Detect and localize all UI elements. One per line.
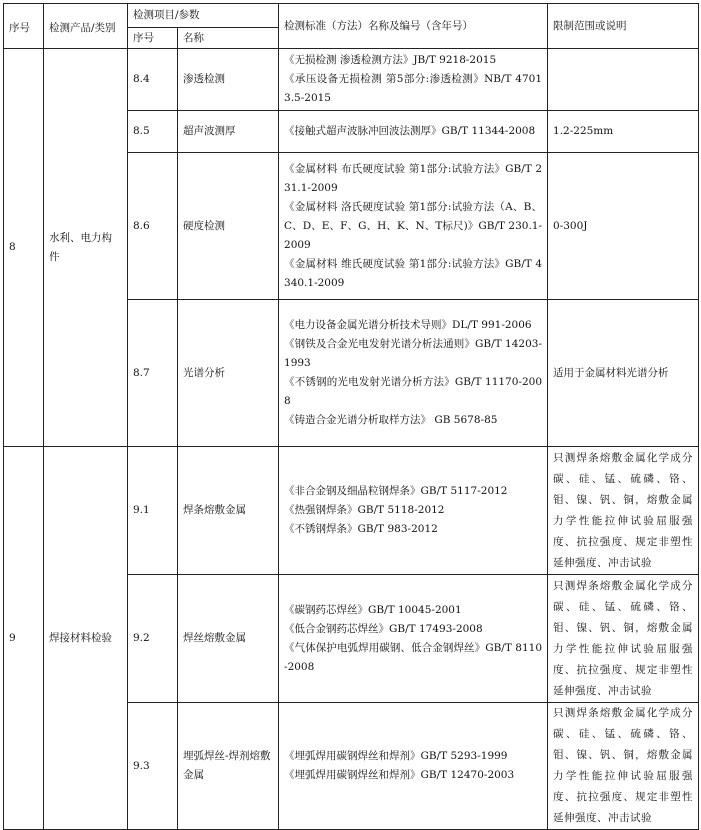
group-seq: 8 [4,49,44,447]
standard-citation: 《接触式超声波脉冲回波法测厚》GB/T 11344-2008 [284,125,536,137]
item-seq: 9.2 [128,575,178,703]
standard-citation: 《气体保护电弧焊用碳钢、低合金钢焊丝》GB/T 8110-2008 [284,641,543,673]
item-limit: 只测焊条熔敷金属化学成分碳、硅、锰、硫磷、铬、钼、镍、钒、铜，熔敷金属力学性能拉伸试验屈服强度、抗拉强度、规定非塑性延伸强度、冲击试验 [548,703,699,830]
group-product: 焊接材料检验 [44,447,128,830]
header-item-group: 检测项目/参数 [128,4,279,28]
standard-citation: 《铸造合金光谱分析取样方法》 GB 5678-85 [284,414,498,426]
standard-citation: 《金属材料 维氏硬度试验 第1部分:试验方法》GB/T 4340.1-2009 [284,257,543,289]
item-seq: 8.4 [128,49,178,111]
item-name: 超声波测厚 [178,111,279,153]
item-seq: 8.7 [128,300,178,447]
item-standards [279,153,548,300]
table-row [4,447,699,575]
item-name: 焊丝熔敷金属 [178,575,279,703]
standard-citation: 《埋弧焊用碳钢焊丝和焊剂》GB/T 5293-1999 [284,750,508,762]
standard-citation: 《非合金钢及细晶粒钢焊条》GB/T 5117-2012 [284,485,508,497]
standard-citation: 《碳钢药芯焊丝》GB/T 10045-2001 [284,603,462,616]
item-limit: 只测焊条熔敷金属化学成分碳、硅、锰、硫磷、铬、钼、镍、钒、铜，熔敷金属力学性能拉伸试验屈服强度、抗拉强度、规定非塑性延伸强度、冲击试验 [548,575,699,703]
group-product: 水利、电力构件 [44,49,128,447]
standard-citation: 《金属材料 洛氏硬度试验 第1部分:试验方法（A、B、C、D、E、F、G、H、K、N、T标尺)》GB/T 230.1-2009 [284,200,543,251]
header-limit: 限制范围或说明 [548,4,699,49]
item-name: 渗透检测 [178,49,279,111]
standard-citation: 《承压设备无损检测 第5部分:渗透检测》NB/T 47013.5-2015 [284,73,543,104]
item-limit: 适用于金属材料光谱分析 [548,300,699,447]
item-seq: 8.5 [128,111,178,153]
standard-citation: 《低合金钢药芯焊丝》GB/T 17493-2008 [284,622,483,635]
item-limit [548,49,699,111]
standard-citation: 《热强钢焊条》GB/T 5118-2012 [284,504,445,516]
table-row [4,49,699,111]
item-name: 光谱分析 [178,300,279,447]
item-seq: 8.6 [128,153,178,300]
item-limit: 0-300J [548,153,699,300]
standard-citation: 《电力设备金属光谱分析技术导则》DL/T 991-2006 [284,319,532,331]
item-seq: 9.1 [128,447,178,575]
item-standards [279,300,548,447]
item-standards [279,447,548,575]
item-seq: 9.3 [128,703,178,830]
header-seq: 序号 [4,4,44,49]
standards-table [3,3,699,830]
header-item-seq: 序号 [128,28,178,49]
standard-citation: 《无损检测 渗透检测方法》JB/T 9218-2015 [284,54,497,66]
standard-citation: 《埋弧焊用碳钢焊丝和焊剂》GB/T 12470-2003 [284,769,515,781]
header-product: 检测产品/类别 [44,4,128,49]
standard-citation: 《钢铁及合金光电发射光谱分析法通则》GB/T 14203-1993 [284,338,543,369]
header-item-name: 名称 [178,28,279,49]
standard-citation: 《金属材料 布氏硬度试验 第1部分:试验方法》GB/T 231.1-2009 [284,162,543,194]
item-limit: 1.2-225mm [548,111,699,153]
item-standards [279,49,548,111]
standard-citation: 《不锈钢焊条》GB/T 983-2012 [284,523,438,535]
item-limit: 只测焊条熔敷金属化学成分碳、硅、锰、硫磷、铬、钼、镍、钒、铜，熔敷金属力学性能拉伸试验屈服强度、抗拉强度、规定非塑性延伸强度、冲击试验 [548,447,699,575]
header-standard: 检测标准（方法）名称及编号（含年号） [279,4,548,49]
item-name: 硬度检测 [178,153,279,300]
item-standards [279,703,548,830]
standard-citation: 《不锈钢的光电发射光谱分析方法》GB/T 11170-2008 [284,376,543,407]
item-standards [279,111,548,153]
item-name: 埋弧焊丝-焊剂熔敷金属 [178,703,279,830]
group-seq: 9 [4,447,44,830]
item-name: 焊条熔敷金属 [178,447,279,575]
item-standards [279,575,548,703]
